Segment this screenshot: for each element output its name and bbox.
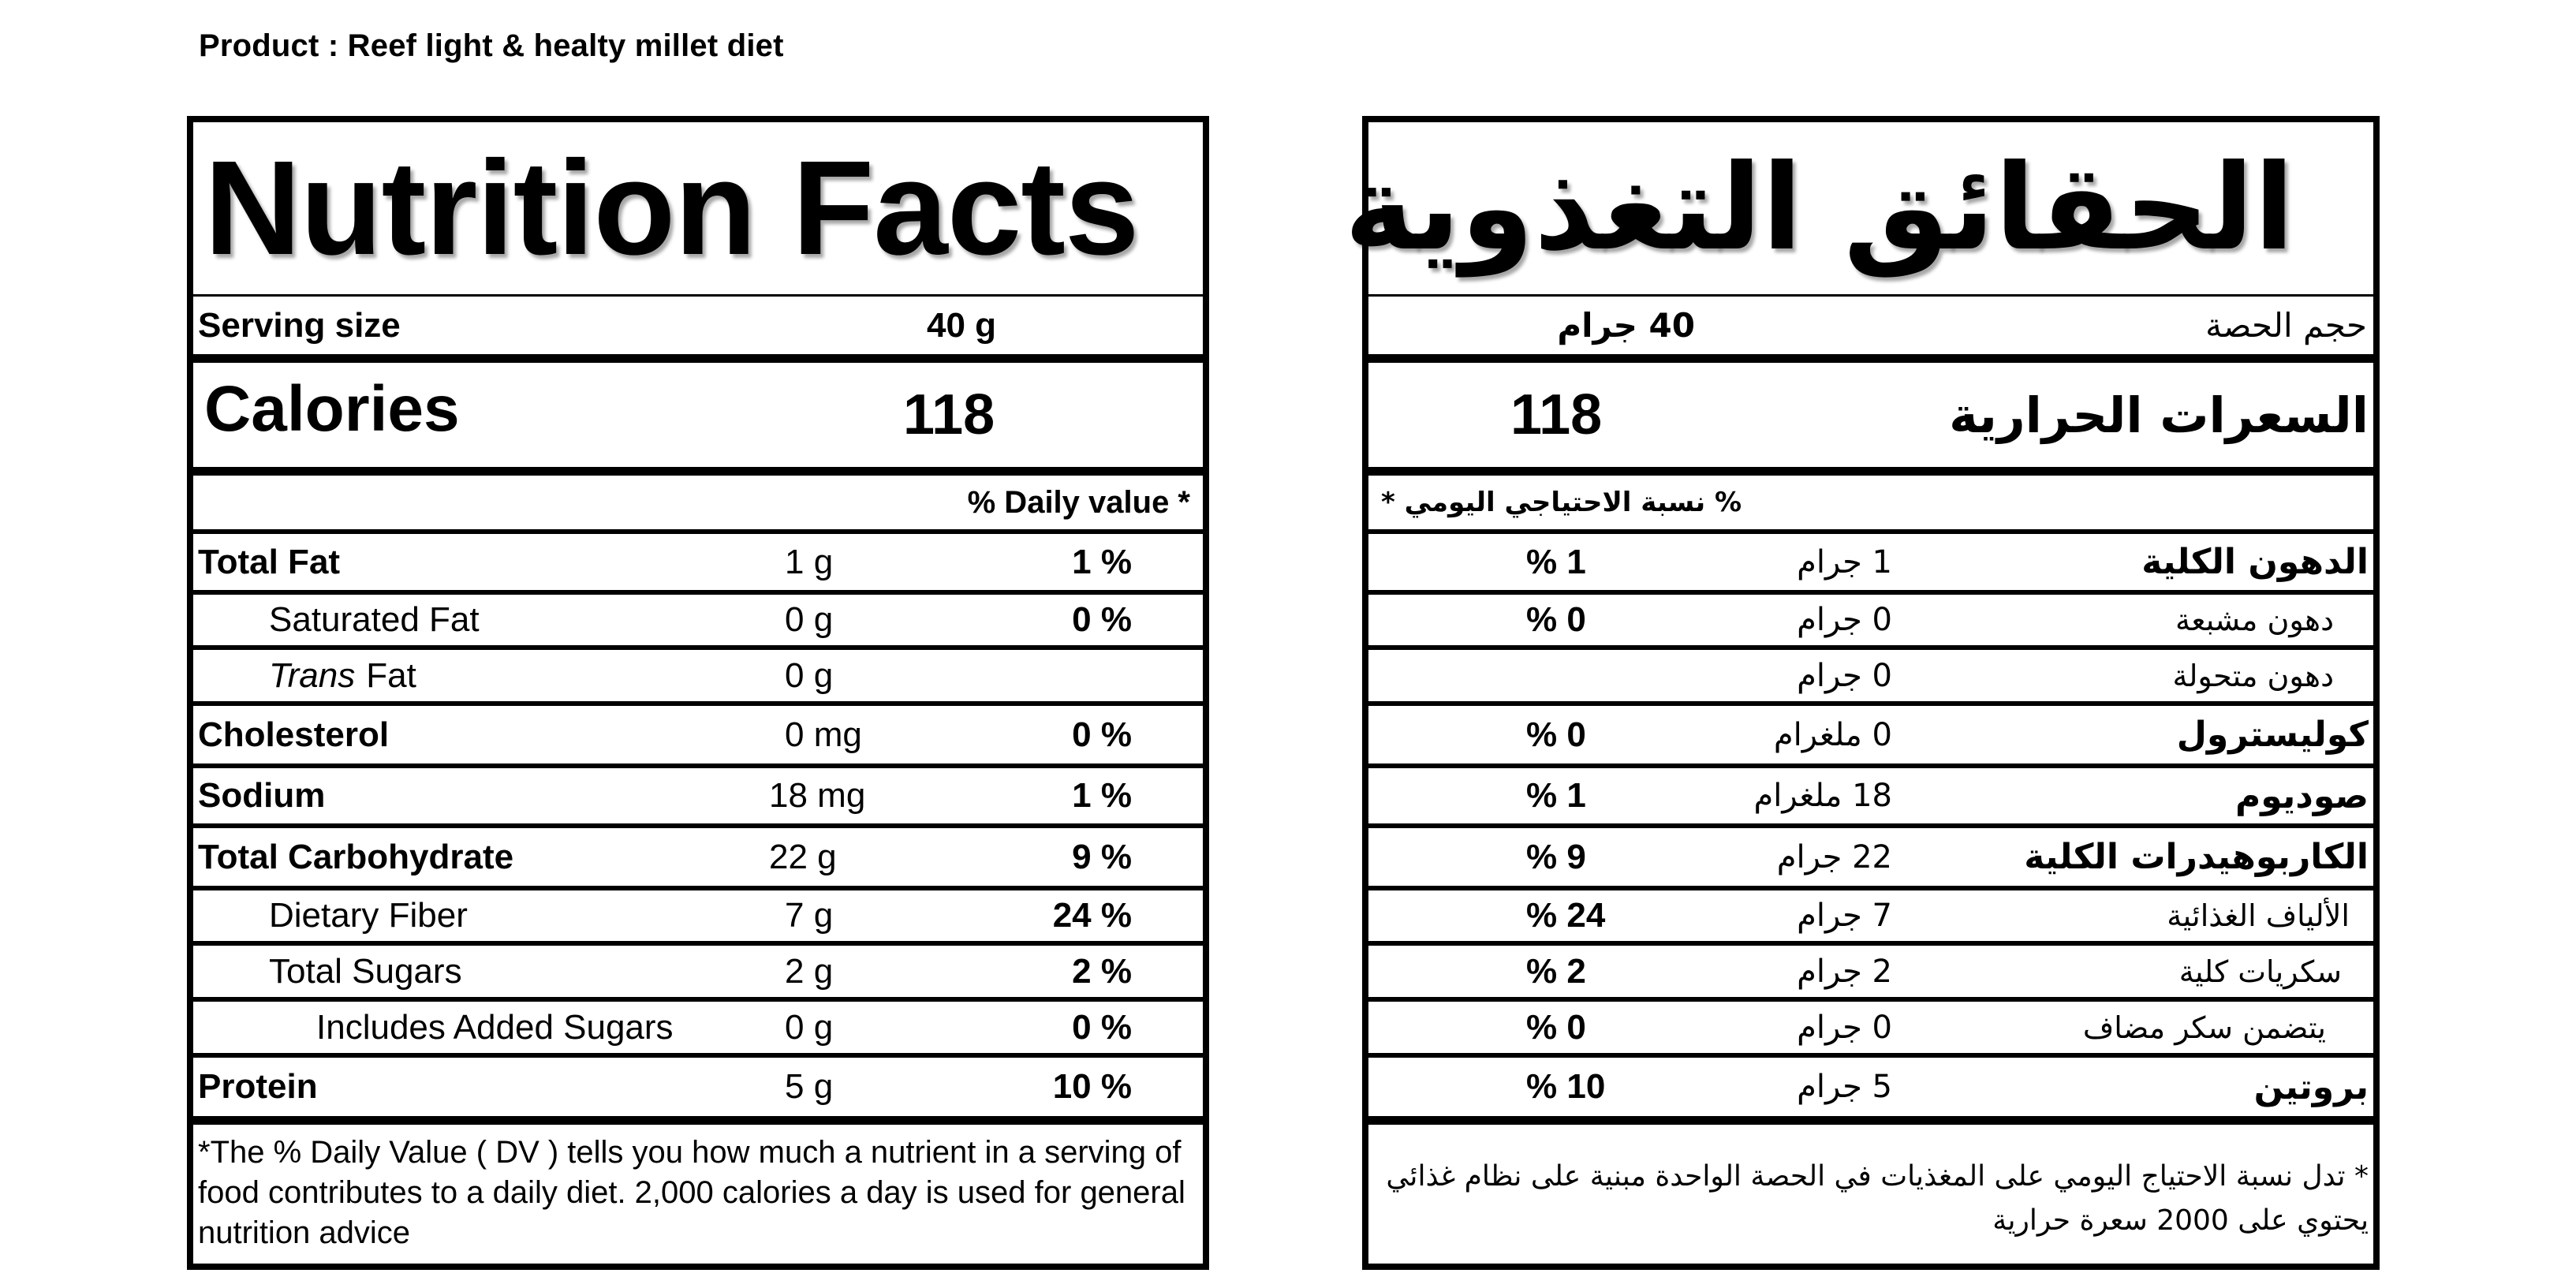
nutrient-amount: 0 ملغرام — [1773, 716, 1892, 753]
footnote-row — [193, 1116, 1203, 1264]
nutrient-row-total-sugars — [1368, 941, 2373, 997]
daily-value-footnote: *The % Daily Value ( DV ) tells you how much a nutrient in a serving of food contributes to a daily diet. 2,000 calories a day is used for general nutrition advice — [198, 1135, 1185, 1250]
nutrient-label: Dietary Fiber — [269, 896, 468, 935]
nutrient-label: Total Sugars — [269, 951, 462, 991]
nutrient-daily-value: 0 % — [1072, 715, 1132, 754]
nutrient-row-dietary-fiber — [193, 886, 1203, 941]
serving-size-value: 40 جرام — [1557, 306, 1695, 345]
nutrient-label: Includes Added Sugars — [316, 1007, 674, 1047]
nutrient-amount: 22 جرام — [1776, 838, 1892, 875]
nutrient-daily-value: % 9 — [1526, 837, 1586, 876]
nutrient-amount: 18 ملغرام — [1753, 778, 1892, 814]
nutrient-daily-value: 10 % — [1052, 1067, 1132, 1106]
nutrient-amount: 0 جرام — [1797, 1009, 1892, 1046]
nutrient-row-cholesterol — [193, 701, 1203, 763]
nutrient-amount: 18 mg — [769, 776, 866, 815]
nutrient-label: Sodium — [198, 776, 326, 815]
nutrient-amount: 2 جرام — [1797, 953, 1892, 990]
calories-row — [1368, 354, 2373, 467]
nutrient-row-total-carbohydrate — [193, 823, 1203, 886]
nutrient-label: الكاربوهيدرات الكلية — [2024, 837, 2369, 877]
nutrient-label: Total Fat — [198, 542, 341, 581]
serving-size-label: Serving size — [198, 305, 401, 345]
nutrient-amount: 7 جرام — [1797, 898, 1892, 934]
nutrient-daily-value: % 0 — [1526, 1007, 1586, 1047]
nutrient-label: Saturated Fat — [269, 600, 480, 639]
nutrient-daily-value: 1 % — [1072, 542, 1132, 581]
footnote-row — [1368, 1116, 2373, 1264]
nutrition-facts-title-arabic: الحقائق التغذوية — [1344, 140, 2294, 277]
nutrient-amount: 0 جرام — [1797, 602, 1892, 638]
daily-value-header: % نسبة الاحتياجي اليومي * — [1381, 487, 1742, 518]
title-row — [1344, 122, 2373, 294]
nutrient-daily-value: 0 % — [1072, 600, 1132, 639]
nutrient-row-protein — [1368, 1053, 2373, 1116]
nutrient-daily-value: % 24 — [1526, 896, 1606, 935]
serving-size-label: حجم الحصة — [2205, 306, 2367, 345]
nutrition-facts-panel-arabic — [1344, 116, 2380, 1270]
nutrient-row-added-sugars — [1368, 997, 2373, 1053]
nutrient-amount: 1 g — [785, 542, 834, 581]
nutrient-row-total-sugars — [193, 941, 1203, 997]
nutrient-daily-value: % 1 — [1526, 776, 1586, 815]
nutrient-label: سكريات كلية — [2178, 954, 2342, 989]
nutrient-daily-value: 9 % — [1072, 837, 1132, 876]
serving-size-row — [1368, 294, 2373, 354]
nutrient-row-trans-fat — [193, 645, 1203, 701]
daily-value-footnote-arabic: * تدل نسبة الاحتياج اليومي على المغذيات في الحصة الواحدة مبنية على نظام غذائي يحتوي على 2000 سعرة حرارية — [1386, 1160, 2369, 1237]
nutrient-row-added-sugars — [193, 997, 1203, 1053]
nutrient-daily-value: 0 % — [1072, 1007, 1132, 1047]
calories-value: 118 — [903, 383, 995, 446]
nutrient-row-dietary-fiber — [1368, 886, 2373, 941]
nutrient-row-saturated-fat — [1368, 590, 2373, 645]
fat-label: Fat — [366, 655, 416, 695]
nutrient-amount: 5 g — [785, 1067, 834, 1106]
nutrient-label: Cholesterol — [198, 715, 390, 754]
nutrient-label: يتضمن سكر مضاف — [2082, 1010, 2326, 1045]
serving-size-row — [193, 294, 1203, 354]
nutrient-amount: 0 mg — [785, 715, 862, 754]
nutrient-row-sodium — [1368, 763, 2373, 823]
nutrient-amount: 0 g — [785, 1007, 834, 1047]
trans-italic-label: Trans — [269, 655, 356, 695]
daily-value-header-row — [1368, 467, 2373, 529]
nutrient-amount: 2 g — [785, 951, 834, 991]
daily-value-header-row — [193, 467, 1203, 529]
nutrient-label: صوديوم — [2234, 775, 2369, 816]
nutrient-label: دهون مشبعة — [2175, 603, 2334, 637]
nutrition-facts-panel-english — [187, 116, 1209, 1270]
product-name: Product : Reef light & healty millet diet — [199, 28, 784, 63]
nutrient-daily-value: % 1 — [1526, 542, 1586, 581]
nutrient-row-cholesterol — [1368, 701, 2373, 763]
nutrient-amount: 0 g — [785, 655, 834, 695]
nutrient-daily-value: 2 % — [1072, 951, 1132, 991]
nutrient-amount: 1 جرام — [1797, 543, 1892, 581]
nutrient-amount: 0 g — [785, 600, 834, 639]
nutrient-row-total-carbohydrate — [1368, 823, 2373, 886]
nutrient-amount: 22 g — [769, 837, 837, 876]
calories-label: السعرات الحرارية — [1949, 386, 2369, 444]
nutrient-amount: 7 g — [785, 896, 834, 935]
serving-size-value: 40 g — [927, 305, 997, 345]
nutrient-label: Total Carbohydrate — [198, 837, 514, 876]
nutrient-daily-value — [982, 650, 1132, 701]
nutrient-row-total-fat — [193, 529, 1203, 590]
nutrient-daily-value: 24 % — [1052, 896, 1132, 935]
nutrient-label: Protein — [198, 1067, 318, 1106]
nutrient-label: دهون متحولة — [2172, 658, 2334, 693]
title-row — [193, 122, 1203, 294]
nutrient-row-total-fat — [1368, 529, 2373, 590]
nutrient-row-trans-fat — [1368, 645, 2373, 701]
nutrient-amount: 0 جرام — [1797, 657, 1892, 694]
nutrient-row-saturated-fat — [193, 590, 1203, 645]
nutrient-label — [269, 650, 416, 701]
nutrient-label: الدهون الكلية — [2141, 542, 2369, 582]
nutrient-label: الألياف الغذائية — [2167, 898, 2350, 933]
calories-value: 118 — [1510, 383, 1603, 446]
nutrient-row-sodium — [193, 763, 1203, 823]
nutrient-daily-value: 1 % — [1072, 776, 1132, 815]
daily-value-header: % Daily value * — [967, 484, 1190, 520]
nutrient-row-protein — [193, 1053, 1203, 1116]
nutrient-label: بروتين — [2253, 1066, 2369, 1107]
nutrient-label: كوليسترول — [2176, 715, 2369, 755]
nutrient-daily-value: % 0 — [1526, 715, 1586, 754]
nutrient-daily-value: % 10 — [1526, 1067, 1606, 1106]
nutrient-daily-value: % 0 — [1526, 600, 1586, 639]
nutrient-amount: 5 جرام — [1797, 1069, 1892, 1105]
nutrition-facts-title: Nutrition Facts — [204, 133, 1139, 283]
nutrient-daily-value: % 2 — [1526, 951, 1586, 991]
calories-label: Calories — [204, 373, 460, 445]
calories-row — [193, 354, 1203, 467]
